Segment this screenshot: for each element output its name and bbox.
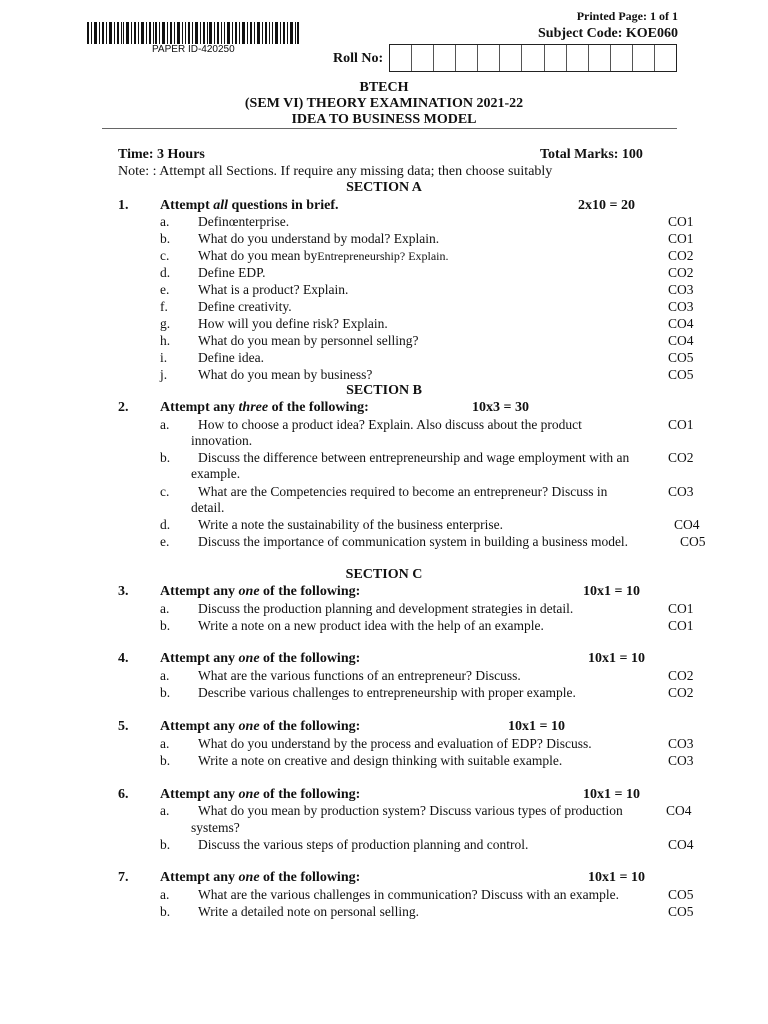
item-letter: g. xyxy=(160,316,171,331)
course-outcome: CO1 xyxy=(668,417,694,432)
item-text: Write a detailed note on personal selling. xyxy=(198,904,420,919)
question-number: 2. xyxy=(118,400,129,415)
item-letter: f. xyxy=(160,299,168,314)
item-letter: d. xyxy=(160,517,171,532)
question-instruction: Attempt any one of the following: xyxy=(160,870,361,885)
item-text: What do you understand by the process and evaluation of EDP? Discuss. xyxy=(198,736,592,751)
course-outcome: CO4 xyxy=(668,837,694,852)
course-outcome: CO2 xyxy=(668,685,694,700)
exam-degree: BTECH xyxy=(359,80,409,95)
item-letter: b. xyxy=(160,618,171,633)
item-letter: i. xyxy=(160,350,168,365)
total-marks: Total Marks: 100 xyxy=(540,147,643,162)
course-outcome: CO1 xyxy=(668,601,694,616)
course-outcome: CO4 xyxy=(674,517,700,532)
barcode-image xyxy=(87,22,299,44)
item-text-continued: detail. xyxy=(191,500,225,515)
section-c-heading: SECTION C xyxy=(345,567,423,582)
question-instruction: Attempt any one of the following: xyxy=(160,584,361,599)
item-text: What is a product? Explain. xyxy=(198,282,349,297)
course-outcome: CO2 xyxy=(668,248,694,263)
item-letter: a. xyxy=(160,736,170,751)
item-text: Define creativity. xyxy=(198,299,292,314)
exam-title: (SEM VI) THEORY EXAMINATION 2021-22 xyxy=(244,96,524,111)
course-outcome: CO5 xyxy=(668,904,694,919)
course-outcome: CO2 xyxy=(668,265,694,280)
item-text: Definœnterprise. xyxy=(198,214,290,229)
item-letter: b. xyxy=(160,837,171,852)
course-outcome: CO3 xyxy=(668,299,694,314)
item-text: What do you mean by business? xyxy=(198,367,373,382)
item-letter: a. xyxy=(160,803,170,818)
item-text: Discuss the importance of communication system in building a business model. xyxy=(198,534,629,549)
question-number: 1. xyxy=(118,198,129,213)
item-letter: e. xyxy=(160,534,170,549)
course-outcome: CO2 xyxy=(668,668,694,683)
item-text: Discuss the difference between entrepreneurship and wage employment with an xyxy=(198,450,630,465)
item-letter: b. xyxy=(160,450,171,465)
item-text-continued: example. xyxy=(191,466,241,481)
item-text: Discuss the various steps of production planning and control. xyxy=(198,837,529,852)
item-letter: a. xyxy=(160,417,170,432)
item-text: Write a note on creative and design thinking with suitable example. xyxy=(198,753,563,768)
course-outcome: CO5 xyxy=(668,887,694,902)
question-marks: 10x3 = 30 xyxy=(472,400,529,415)
subject-title: IDEA TO BUSINESS MODEL xyxy=(291,112,477,127)
course-outcome: CO1 xyxy=(668,231,694,246)
item-letter: a. xyxy=(160,214,170,229)
note-text: Note: : Attempt all Sections. If require any missing data; then choose suitably xyxy=(118,164,553,179)
question-marks: 10x1 = 10 xyxy=(508,719,565,734)
question-instruction: Attempt all questions in brief. xyxy=(160,198,339,213)
course-outcome: CO1 xyxy=(668,618,694,633)
course-outcome: CO3 xyxy=(668,282,694,297)
item-text: What do you understand by modal? Explain. xyxy=(198,231,440,246)
item-text: Discuss the production planning and development strategies in detail. xyxy=(198,601,574,616)
item-letter: a. xyxy=(160,601,170,616)
question-instruction: Attempt any one of the following: xyxy=(160,651,361,666)
item-text: Define EDP. xyxy=(198,265,266,280)
item-letter: c. xyxy=(160,248,170,263)
course-outcome: CO5 xyxy=(668,367,694,382)
item-letter: b. xyxy=(160,685,171,700)
item-text-continued: innovation. xyxy=(191,433,253,448)
item-letter: a. xyxy=(160,668,170,683)
section-a-heading: SECTION A xyxy=(346,180,422,195)
item-letter: b. xyxy=(160,753,171,768)
course-outcome: CO1 xyxy=(668,214,694,229)
item-text: What do you mean by production system? Discuss various types of production xyxy=(198,803,623,818)
question-number: 7. xyxy=(118,870,129,885)
item-text: Write a note on a new product idea with the help of an example. xyxy=(198,618,544,633)
question-instruction: Attempt any one of the following: xyxy=(160,719,361,734)
question-marks: 2x10 = 20 xyxy=(578,198,635,213)
question-marks: 10x1 = 10 xyxy=(588,651,645,666)
question-instruction: Attempt any one of the following: xyxy=(160,787,361,802)
question-number: 4. xyxy=(118,651,129,666)
course-outcome: CO4 xyxy=(668,316,694,331)
item-letter: e. xyxy=(160,282,170,297)
item-text: What are the various functions of an entrepreneur? Discuss. xyxy=(198,668,521,683)
item-text: Define idea. xyxy=(198,350,264,365)
item-letter: b. xyxy=(160,904,171,919)
item-letter: d. xyxy=(160,265,171,280)
item-text: What are the various challenges in communication? Discuss with an example. xyxy=(198,887,619,902)
question-number: 5. xyxy=(118,719,129,734)
course-outcome: CO4 xyxy=(666,803,692,818)
question-marks: 10x1 = 10 xyxy=(583,584,640,599)
item-text-continued: systems? xyxy=(191,820,240,835)
item-text: Describe various challenges to entrepreneurship with proper example. xyxy=(198,685,576,700)
question-instruction: Attempt any three of the following: xyxy=(160,400,369,415)
course-outcome: CO2 xyxy=(668,450,694,465)
item-letter: h. xyxy=(160,333,171,348)
course-outcome: CO3 xyxy=(668,753,694,768)
question-marks: 10x1 = 10 xyxy=(583,787,640,802)
course-outcome: CO3 xyxy=(668,484,694,499)
item-text: How will you define risk? Explain. xyxy=(198,316,388,331)
paper-id: PAPER ID-420250 xyxy=(152,44,235,55)
time-label: Time: 3 Hours xyxy=(118,147,205,162)
question-number: 6. xyxy=(118,787,129,802)
roll-no-boxes[interactable] xyxy=(389,44,677,72)
roll-no-label: Roll No: xyxy=(333,51,384,66)
course-outcome: CO5 xyxy=(668,350,694,365)
item-letter: a. xyxy=(160,887,170,902)
item-text: How to choose a product idea? Explain. Also discuss about the product xyxy=(198,417,582,432)
item-text: What are the Competencies required to become an entrepreneur? Discuss in xyxy=(198,484,608,499)
question-marks: 10x1 = 10 xyxy=(588,870,645,885)
question-number: 3. xyxy=(118,584,129,599)
course-outcome: CO4 xyxy=(668,333,694,348)
header-divider xyxy=(102,128,677,129)
subject-code: Subject Code: KOE060 xyxy=(538,26,678,41)
item-text: What do you mean byEntrepreneurship? Explain. xyxy=(198,248,449,263)
section-b-heading: SECTION B xyxy=(346,383,422,398)
course-outcome: CO5 xyxy=(680,534,706,549)
item-letter: c. xyxy=(160,484,170,499)
item-letter: b. xyxy=(160,231,171,246)
item-text: Write a note the sustainability of the business enterprise. xyxy=(198,517,504,532)
course-outcome: CO3 xyxy=(668,736,694,751)
printed-page: Printed Page: 1 of 1 xyxy=(576,9,678,23)
item-letter: j. xyxy=(160,367,168,382)
item-text: What do you mean by personnel selling? xyxy=(198,333,419,348)
